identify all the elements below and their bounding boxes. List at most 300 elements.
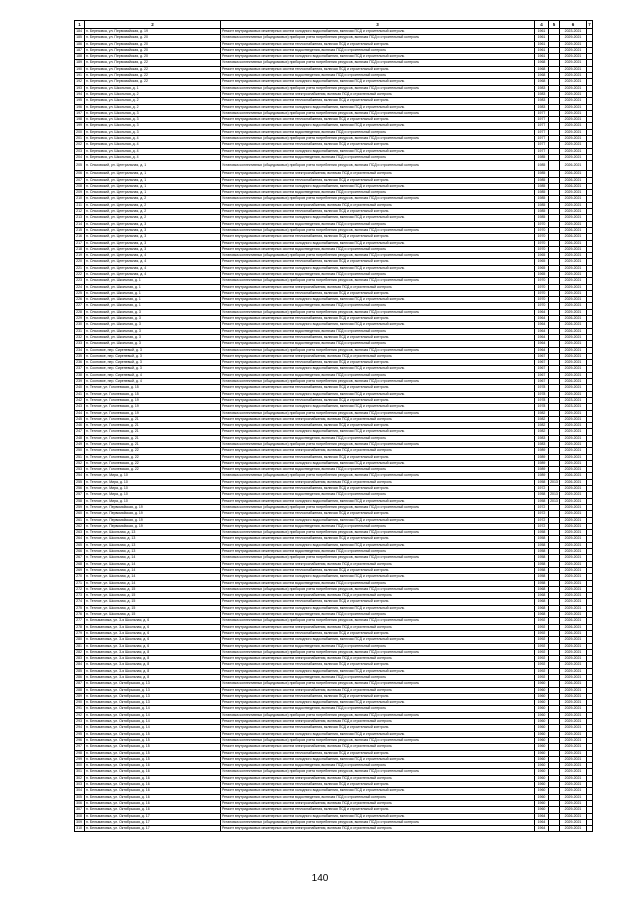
period-cell: 2029-2021 (560, 712, 587, 718)
year-cell: 1970 (535, 278, 549, 284)
page-number: 140 (311, 873, 329, 884)
year-cell: 1960 (535, 725, 549, 731)
work-type-cell: Ремонт внутридомовых инженерных систем водоотведения, включая ПСД и строительный контроль (221, 303, 535, 309)
address-cell: п. Теплое, ул. Мира, д. 10 (85, 473, 221, 479)
row-number: 211 (75, 202, 85, 208)
row-number: 296 (75, 737, 85, 743)
period-cell: 2029-2021 (560, 66, 587, 72)
row-number: 216 (75, 234, 85, 240)
work-type-cell: Ремонт внутридомовых инженерных систем теплоснабжения, включая ПСД и строительный контроль (221, 385, 535, 391)
period-cell: 2029-2021 (560, 73, 587, 79)
year-cell: 1964 (535, 328, 549, 334)
work-type-cell: Ремонт внутридомовых инженерных систем водоотведения, включая ПСД и строительный контроль (221, 523, 535, 529)
period-cell: 2026-2021 (560, 813, 587, 819)
row-number: 235 (75, 353, 85, 359)
row-number: 266 (75, 549, 85, 555)
year-cell: 1970 (535, 234, 549, 240)
address-cell: п. Теплое, ул. Мира, д. 10 (85, 479, 221, 485)
work-type-cell: Ремонт внутридомовых инженерных систем холодного водоснабжения, включая ПСД и строительный контроль (221, 731, 535, 737)
row-number: 213 (75, 215, 85, 221)
year-cell: 1985 (535, 177, 549, 183)
work-type-cell: Ремонт внутридомовых инженерных систем холодного водоснабжения, включая ПСД и строительный контроль (221, 498, 535, 504)
period-cell: 2029-2021 (560, 561, 587, 567)
period-cell: 2029-2021 (560, 693, 587, 699)
period-cell: 2029-2021 (560, 467, 587, 473)
period-cell: 2029-2021 (560, 763, 587, 769)
period-cell: 2026-2021 (560, 618, 587, 624)
row-number: 245 (75, 416, 85, 422)
row-number: 244 (75, 410, 85, 416)
row-number: 198 (75, 117, 85, 123)
period-cell: 2029-2021 (560, 253, 587, 259)
row-number: 196 (75, 104, 85, 110)
row-number: 294 (75, 725, 85, 731)
work-type-cell: Ремонт внутридомовых инженерных систем электроснабжения, включая ПСД и строительный контроль (221, 479, 535, 485)
period-cell: 2029-2021 (560, 278, 587, 284)
year-cell: 1968 (535, 593, 549, 599)
row-number: 273 (75, 593, 85, 599)
year-cell: 1961 (535, 54, 549, 60)
work-type-cell: Ремонт внутридомовых инженерных систем водоотведения, включая ПСД и строительный контроль (221, 794, 535, 800)
row-number: 255 (75, 479, 85, 485)
address-cell: п. Березовка, ул. Школьная, д. 2 (85, 98, 221, 104)
period-cell: 2029-2021 (560, 85, 587, 91)
work-type-cell: Ремонт внутридомовых инженерных систем теплоснабжения, включая ПСД и строительный контроль (221, 209, 535, 215)
period-cell: 2026-2021 (560, 183, 587, 189)
work-type-cell: Ремонт внутридомовых инженерных систем водоотведения, включая ПСД и строительный контроль (221, 221, 535, 227)
repair-schedule-table (74, 20, 593, 832)
address-cell: п. Ольховский, ул. Школьная, д. 1 (85, 290, 221, 296)
row-number: 228 (75, 309, 85, 315)
work-type-cell: Ремонт внутридомовых инженерных систем электроснабжения, включая ПСД и строительный контроль (221, 171, 535, 177)
address-cell: п. Теплое, ул. Первомайская, д. 19 (85, 523, 221, 529)
year-cell: 1968 (535, 599, 549, 605)
work-type-cell: Ремонт внутридомовых инженерных систем водоотведения, включая ПСД и строительный контроль (221, 341, 535, 347)
year-cell: 1960 (535, 712, 549, 718)
address-cell: п. Березовка, ул. Первомайская, д. 19 (85, 29, 221, 35)
year-cell: 1985 (535, 215, 549, 221)
year-cell: 1970 (535, 240, 549, 246)
address-cell: п. Бельмановка, ул. Октябрьская, д. 17 (85, 813, 221, 819)
work-type-cell: Ремонт внутридомовых инженерных систем водоотведения, включая ПСД и строительный контроль (221, 643, 535, 649)
row-number: 224 (75, 284, 85, 290)
address-cell: п. Бельмановка, ул. Октябрьская, д. 13 (85, 700, 221, 706)
row-number: 271 (75, 580, 85, 586)
address-cell: п. Теплое, ул. Школьная, д. 14 (85, 555, 221, 561)
year-cell: 1992 (535, 662, 549, 668)
year-cell: 1960 (535, 807, 549, 813)
row-number: 189 (75, 60, 85, 66)
period-cell: 2029-2021 (560, 196, 587, 202)
row-number: 281 (75, 643, 85, 649)
year-cell: 1992 (535, 630, 549, 636)
row-number: 298 (75, 750, 85, 756)
address-cell: п. Ольховский, ул. Школьная, д. 3 (85, 322, 221, 328)
row-number: 233 (75, 341, 85, 347)
year-cell: 1985 (535, 161, 549, 171)
work-type-cell: Установка коллективных (общедомовых) приборов учета потребления ресурсов, включая ПСД и строительный контроль (221, 35, 535, 41)
period-cell: 2029-2021 (560, 637, 587, 643)
work-type-cell: Ремонт внутридомовых инженерных систем электроснабжения, включая ПСД и строительный контроль (221, 624, 535, 630)
address-cell: п. Березовка, ул. Школьная, д. 4 (85, 142, 221, 148)
period-cell: 2029-2021 (560, 706, 587, 712)
period-cell: 2029-2021 (560, 435, 587, 441)
period-cell: 2029-2021 (560, 523, 587, 529)
year-cell: 1983 (535, 85, 549, 91)
period-cell: 2029-2021 (560, 605, 587, 611)
period-cell: 2029-2021 (560, 221, 587, 227)
address-cell: п. Ольховский, ул. Центральная, д. 3 (85, 227, 221, 233)
year-cell: 1970 (535, 246, 549, 252)
row-number: 310 (75, 826, 85, 832)
address-cell: п. Теплое, ул. Школьная, д. 14 (85, 580, 221, 586)
address-cell: п. Бельмановка, ул. Октябрьская, д. 17 (85, 819, 221, 825)
period-cell: 2029-2021 (560, 423, 587, 429)
period-cell: 2029-2021 (560, 284, 587, 290)
period-cell: 2029-2021 (560, 819, 587, 825)
period-cell: 2026-2021 (560, 171, 587, 177)
address-cell: п. Бельмановка, ул. Октябрьская, д. 13 (85, 681, 221, 687)
address-cell: п. Ольховский, ул. Школьная, д. 3 (85, 341, 221, 347)
work-type-cell: Ремонт внутридомовых инженерных систем холодного водоснабжения, включая ПСД и строительный контроль (221, 240, 535, 246)
work-type-cell: Установка коллективных (общедомовых) приборов учета потребления ресурсов, включая ПСД и строительный контроль (221, 769, 535, 775)
year-cell: 1977 (535, 136, 549, 142)
row-number: 197 (75, 110, 85, 116)
year-cell: 1982 (535, 410, 549, 416)
row-number: 275 (75, 605, 85, 611)
address-cell: п. Теплое, ул. Школьная, д. 13 (85, 536, 221, 542)
year-cell: 1958 (535, 561, 549, 567)
address-cell: п. Теплое, ул. Школьная, д. 14 (85, 567, 221, 573)
year-cell: 1958 (535, 574, 549, 580)
period-cell: 2029-2021 (560, 674, 587, 680)
row-number: 259 (75, 504, 85, 510)
empty-cell (587, 826, 593, 832)
row-number: 191 (75, 73, 85, 79)
address-cell: п. Теплое, ул. Школьная, д. 15 (85, 612, 221, 618)
row-number: 203 (75, 148, 85, 154)
address-cell: п. Бельмановка, ул. Октябрьская, д. 16 (85, 763, 221, 769)
year-cell: 1978 (535, 397, 549, 403)
address-cell: п. Ольховский, ул. Центральная, д. 3 (85, 240, 221, 246)
address-cell: п. Бельмановка, ул. Октябрьская, д. 15 (85, 756, 221, 762)
row-number: 215 (75, 227, 85, 233)
period-cell: 2029-2021 (560, 142, 587, 148)
address-cell: п. Теплое, ул. Первомайская, д. 19 (85, 511, 221, 517)
work-type-cell: Установка коллективных (общедомовых) приборов учета потребления ресурсов, включая ПСД и строительный контроль (221, 136, 535, 142)
year-cell: 1989 (535, 448, 549, 454)
row-number: 262 (75, 523, 85, 529)
address-cell: п. Бельмановка, ул. Октябрьская, д. 17 (85, 826, 221, 832)
year-cell: 1972 (535, 523, 549, 529)
period-cell: 2026-2021 (560, 630, 587, 636)
row-number: 284 (75, 662, 85, 668)
year-cell: 1960 (535, 731, 549, 737)
year-cell: 1965 (535, 253, 549, 259)
year-cell: 1977 (535, 110, 549, 116)
work-type-cell: Ремонт внутридомовых инженерных систем водоотведения, включая ПСД и строительный контроль (221, 246, 535, 252)
work-type-cell: Ремонт внутридомовых инженерных систем холодного водоснабжения, включая ПСД и строительный контроль (221, 605, 535, 611)
work-type-cell: Установка коллективных (общедомовых) приборов учета потребления ресурсов, включая ПСД и строительный контроль (221, 681, 535, 687)
address-cell: п. Ольховский, ул. Центральная, д. 3 (85, 234, 221, 240)
work-type-cell: Ремонт внутридомовых инженерных систем теплоснабжения, включая ПСД и строительный контроль (221, 750, 535, 756)
period-cell: 2029-2021 (560, 460, 587, 466)
row-number: 283 (75, 656, 85, 662)
year-cell: 1982 (535, 423, 549, 429)
address-cell: п. Бельмановка, ул. 3-я Школьная, д. 6 (85, 643, 221, 649)
address-cell: п. Бельмановка, ул. Октябрьская, д. 14 (85, 719, 221, 725)
period-cell: 2029-2021 (560, 41, 587, 47)
row-number: 280 (75, 637, 85, 643)
address-cell: п. Бельмановка, ул. Октябрьская, д. 13 (85, 693, 221, 699)
period-cell: 2029-2021 (560, 775, 587, 781)
address-cell: п. Ольховский, ул. Центральная, д. 2 (85, 196, 221, 202)
year-cell: 1958 (535, 479, 549, 485)
year-cell: 1977 (535, 142, 549, 148)
address-cell: п. Ольховский, ул. Центральная, д. 1 (85, 171, 221, 177)
year-cell: 1958 (535, 530, 549, 536)
row-number: 221 (75, 265, 85, 271)
row-number: 260 (75, 511, 85, 517)
year-cell: 1960 (535, 750, 549, 756)
period-cell: 2029-2021 (560, 769, 587, 775)
period-cell: 2029-2021 (560, 215, 587, 221)
period-cell: 2029-2021 (560, 334, 587, 340)
work-type-cell: Установка коллективных (общедомовых) приборов учета потребления ресурсов, включая ПСД и строительный контроль (221, 278, 535, 284)
work-type-cell: Ремонт внутридомовых инженерных систем теплоснабжения, включая ПСД и строительный контроль (221, 334, 535, 340)
work-type-cell: Ремонт внутридомовых инженерных систем теплоснабжения, включая ПСД и строительный контроль (221, 511, 535, 517)
period-cell: 2029-2021 (560, 593, 587, 599)
row-number: 277 (75, 618, 85, 624)
year-cell: 1965 (535, 271, 549, 277)
year-cell: 1968 (535, 73, 549, 79)
year-cell: 1978 (535, 385, 549, 391)
work-type-cell: Ремонт внутридомовых инженерных систем водоотведения, включая ПСД и строительный контроль (221, 580, 535, 586)
address-cell: п. Березовка, ул. Первомайская, д. 22 (85, 79, 221, 85)
work-type-cell: Установка коллективных (общедомовых) приборов учета потребления ресурсов, включая ПСД и строительный контроль (221, 586, 535, 592)
row-number: 201 (75, 136, 85, 142)
year-cell: 1958 (535, 492, 549, 498)
year-cell: 1982 (535, 429, 549, 435)
year-cell: 1958 (535, 542, 549, 548)
period-cell: 2029-2021 (560, 347, 587, 353)
row-number: 279 (75, 630, 85, 636)
work-type-cell: Ремонт внутридомовых инженерных систем электроснабжения, включая ПСД и строительный контроль (221, 416, 535, 422)
period-cell: 2029-2021 (560, 542, 587, 548)
work-type-cell: Ремонт внутридомовых инженерных систем электроснабжения, включая ПСД и строительный контроль (221, 744, 535, 750)
work-type-cell: Ремонт внутридомовых инженерных систем электроснабжения, включая ПСД и строительный контроль (221, 448, 535, 454)
work-type-cell: Ремонт внутридомовых инженерных систем теплоснабжения, включая ПСД и строительный контроль (221, 662, 535, 668)
row-number: 286 (75, 674, 85, 680)
address-cell: п. Ольховский, ул. Школьная, д. 3 (85, 309, 221, 315)
address-cell: п. Березовка, ул. Школьная, д. 4 (85, 136, 221, 142)
period-cell: 2029-2021 (560, 807, 587, 813)
work-type-cell: Ремонт внутридомовых инженерных систем холодного водоснабжения, включая ПСД и строительный контроль (221, 404, 535, 410)
work-type-cell: Ремонт внутридомовых инженерных систем холодного водоснабжения, включая ПСД и строительный контроль (221, 265, 535, 271)
year-cell: 1985 (535, 183, 549, 189)
address-cell: п. Теплое, ул. Гоголевская, д. 15 (85, 391, 221, 397)
work-type-cell: Установка коллективных (общедомовых) приборов учета потребления ресурсов, включая ПСД и строительный контроль (221, 530, 535, 536)
row-number: 274 (75, 599, 85, 605)
year-cell: 1960 (535, 693, 549, 699)
work-type-cell: Ремонт внутридомовых инженерных систем электроснабжения, включая ПСД и строительный контроль (221, 284, 535, 290)
address-cell: п. Березовка, ул. Первомайская, д. 20 (85, 41, 221, 47)
period-cell: 2029-2021 (560, 756, 587, 762)
work-type-cell: Ремонт внутридомовых инженерных систем теплоснабжения, включая ПСД и строительный контроль (221, 117, 535, 123)
work-type-cell: Ремонт внутридомовых инженерных систем электроснабжения, включая ПСД и строительный контроль (221, 775, 535, 781)
address-cell: п. Березовка, ул. Школьная, д. 3 (85, 129, 221, 135)
row-number: 199 (75, 123, 85, 129)
row-number: 212 (75, 209, 85, 215)
work-type-cell: Ремонт внутридомовых инженерных систем теплоснабжения, включая ПСД и строительный контроль (221, 234, 535, 240)
row-number: 252 (75, 460, 85, 466)
address-cell: п. Ольховский, ул. Школьная, д. 1 (85, 284, 221, 290)
row-number: 288 (75, 687, 85, 693)
work-type-cell: Ремонт внутридомовых инженерных систем холодного водоснабжения, включая ПСД и строительный контроль (221, 297, 535, 303)
period-cell: 2029-2021 (560, 826, 587, 832)
period-cell: 2029-2021 (560, 737, 587, 743)
address-cell: п. Бельмановка, ул. 3-я Школьная, д. 8 (85, 649, 221, 655)
work-type-cell: Ремонт внутридомовых инженерных систем электроснабжения, включая ПСД и строительный контроль (221, 561, 535, 567)
period-cell: 2029-2021 (560, 35, 587, 41)
period-cell: 2026-2021 (560, 479, 587, 485)
period-cell: 2029-2021 (560, 788, 587, 794)
year-cell: 1964 (535, 826, 549, 832)
address-cell: п. Березовка, ул. Школьная, д. 3 (85, 117, 221, 123)
address-cell: п. Теплое, ул. Школьная, д. 13 (85, 530, 221, 536)
row-number: 257 (75, 492, 85, 498)
work-type-cell: Ремонт внутридомовых инженерных систем электроснабжения, включая ПСД и строительный контроль (221, 719, 535, 725)
address-cell: п. Теплое, ул. Гоголевская, д. 22 (85, 454, 221, 460)
address-cell: п. Бельмановка, ул. Октябрьская, д. 14 (85, 725, 221, 731)
row-number: 308 (75, 813, 85, 819)
work-type-cell: Ремонт внутридомовых инженерных систем теплоснабжения, включая ПСД и строительный контроль (221, 41, 535, 47)
address-cell: п. Бельмановка, ул. Октябрьская, д. 14 (85, 706, 221, 712)
address-cell: п. Сосновое, пер. Сиреневый, д. 4 (85, 379, 221, 385)
row-number: 287 (75, 681, 85, 687)
address-cell: п. Ольховский, ул. Центральная, д. 1 (85, 177, 221, 183)
repair-schedule-sheet (74, 20, 592, 832)
work-type-cell: Установка коллективных (общедомовых) приборов учета потребления ресурсов, включая ПСД и строительный контроль (221, 161, 535, 171)
row-number: 290 (75, 700, 85, 706)
row-number: 253 (75, 467, 85, 473)
row-number: 219 (75, 253, 85, 259)
year-cell: 1985 (535, 209, 549, 215)
period-cell: 2029-2021 (560, 297, 587, 303)
work-type-cell: Ремонт внутридомовых инженерных систем холодного водоснабжения, включая ПСД и строительный контроль (221, 123, 535, 129)
year-cell: 1967 (535, 372, 549, 378)
period-cell: 2029-2021 (560, 98, 587, 104)
period-cell: 2029-2021 (560, 498, 587, 504)
work-type-cell: Ремонт внутридомовых инженерных систем водоотведения, включая ПСД и строительный контроль (221, 674, 535, 680)
period-cell: 2029-2021 (560, 612, 587, 618)
work-type-cell: Ремонт внутридомовых инженерных систем холодного водоснабжения, включая ПСД и строительный контроль (221, 700, 535, 706)
address-cell: п. Ольховский, ул. Центральная, д. 1 (85, 190, 221, 196)
period-cell: 2029-2021 (560, 202, 587, 208)
period-cell: 2029-2021 (560, 649, 587, 655)
period-cell: 2026-2021 (560, 177, 587, 183)
period-cell: 2026-2021 (560, 161, 587, 171)
address-cell: п. Бельмановка, ул. Октябрьская, д. 16 (85, 807, 221, 813)
year-cell: 1961 (535, 35, 549, 41)
row-number: 214 (75, 221, 85, 227)
period-cell: 2029-2021 (560, 492, 587, 498)
row-number: 232 (75, 334, 85, 340)
year-cell: 1985 (535, 154, 549, 160)
row-number: 282 (75, 649, 85, 655)
year-cell: 1983 (535, 91, 549, 97)
year-cell: 1970 (535, 303, 549, 309)
period-cell: 2026-2021 (560, 240, 587, 246)
row-number: 205 (75, 161, 85, 171)
year-cell: 1968 (535, 586, 549, 592)
row-number: 299 (75, 756, 85, 762)
address-cell: п. Теплое, ул. Гоголевская, д. 21 (85, 435, 221, 441)
year-cell: 1960 (535, 681, 549, 687)
address-cell: п. Березовка, ул. Школьная, д. 3 (85, 110, 221, 116)
row-number: 250 (75, 448, 85, 454)
column-number-row (75, 21, 593, 29)
row-number: 207 (75, 177, 85, 183)
year-cell: 1970 (535, 290, 549, 296)
work-type-cell: Ремонт внутридомовых инженерных систем водоотведения, включая ПСД и строительный контроль (221, 372, 535, 378)
address-cell: п. Теплое, ул. Гоголевская, д. 19 (85, 397, 221, 403)
row-number: 303 (75, 782, 85, 788)
year-cell: 1961 (535, 47, 549, 53)
address-cell: п. Березовка, ул. Первомайская, д. 20 (85, 35, 221, 41)
year-cell: 1978 (535, 404, 549, 410)
year-cell: 1978 (535, 391, 549, 397)
address-cell: п. Бельмановка, ул. Октябрьская, д. 16 (85, 769, 221, 775)
year-cell: 1983 (535, 104, 549, 110)
period-cell: 2029-2021 (560, 246, 587, 252)
address-cell: п. Березовка, ул. Школьная, д. 4 (85, 154, 221, 160)
year-cell: 1960 (535, 744, 549, 750)
period-cell: 2026-2021 (560, 316, 587, 322)
address-cell: п. Березовка, ул. Первомайская, д. 22 (85, 73, 221, 79)
year-cell: 1992 (535, 637, 549, 643)
address-cell: п. Бельмановка, ул. 3-я Школьная, д. 8 (85, 668, 221, 674)
year-cell: 1968 (535, 79, 549, 85)
row-number: 285 (75, 668, 85, 674)
work-type-cell: Установка коллективных (общедомовых) приборов учета потребления ресурсов, включая ПСД и строительный контроль (221, 85, 535, 91)
address-cell: п. Теплое, ул. Первомайская, д. 19 (85, 517, 221, 523)
work-type-cell: Ремонт внутридомовых инженерных систем холодного водоснабжения, включая ПСД и строительный контроль (221, 668, 535, 674)
year-cell: 1960 (535, 763, 549, 769)
period-cell: 2029-2021 (560, 442, 587, 448)
year-cell: 1983 (535, 435, 549, 441)
address-cell: п. Ольховский, ул. Школьная, д. 1 (85, 278, 221, 284)
address-cell: п. Бельмановка, ул. Октябрьская, д. 15 (85, 744, 221, 750)
row-number: 306 (75, 800, 85, 806)
work-type-cell: Ремонт внутридомовых инженерных систем водоотведения, включая ПСД и строительный контроль (221, 190, 535, 196)
row-number: 222 (75, 271, 85, 277)
row-number: 236 (75, 360, 85, 366)
work-type-cell: Ремонт внутридомовых инженерных систем теплоснабжения, включая ПСД и строительный контроль (221, 536, 535, 542)
address-cell: п. Теплое, ул. Школьная, д. 13 (85, 549, 221, 555)
period-cell: 2029-2021 (560, 265, 587, 271)
row-number: 263 (75, 530, 85, 536)
period-cell: 2029-2021 (560, 549, 587, 555)
year-cell: 1964 (535, 341, 549, 347)
row-number: 305 (75, 794, 85, 800)
work-type-cell: Ремонт внутридомовых инженерных систем холодного водоснабжения, включая ПСД и строительный контроль (221, 29, 535, 35)
work-type-cell: Ремонт внутридомовых инженерных систем холодного водоснабжения, включая ПСД и строительный контроль (221, 183, 535, 189)
work-type-cell: Установка коллективных (общедомовых) приборов учета потребления ресурсов, включая ПСД и строительный контроль (221, 379, 535, 385)
period-cell: 2029-2021 (560, 91, 587, 97)
year-cell: 1965 (535, 259, 549, 265)
period-cell: 2029-2021 (560, 656, 587, 662)
